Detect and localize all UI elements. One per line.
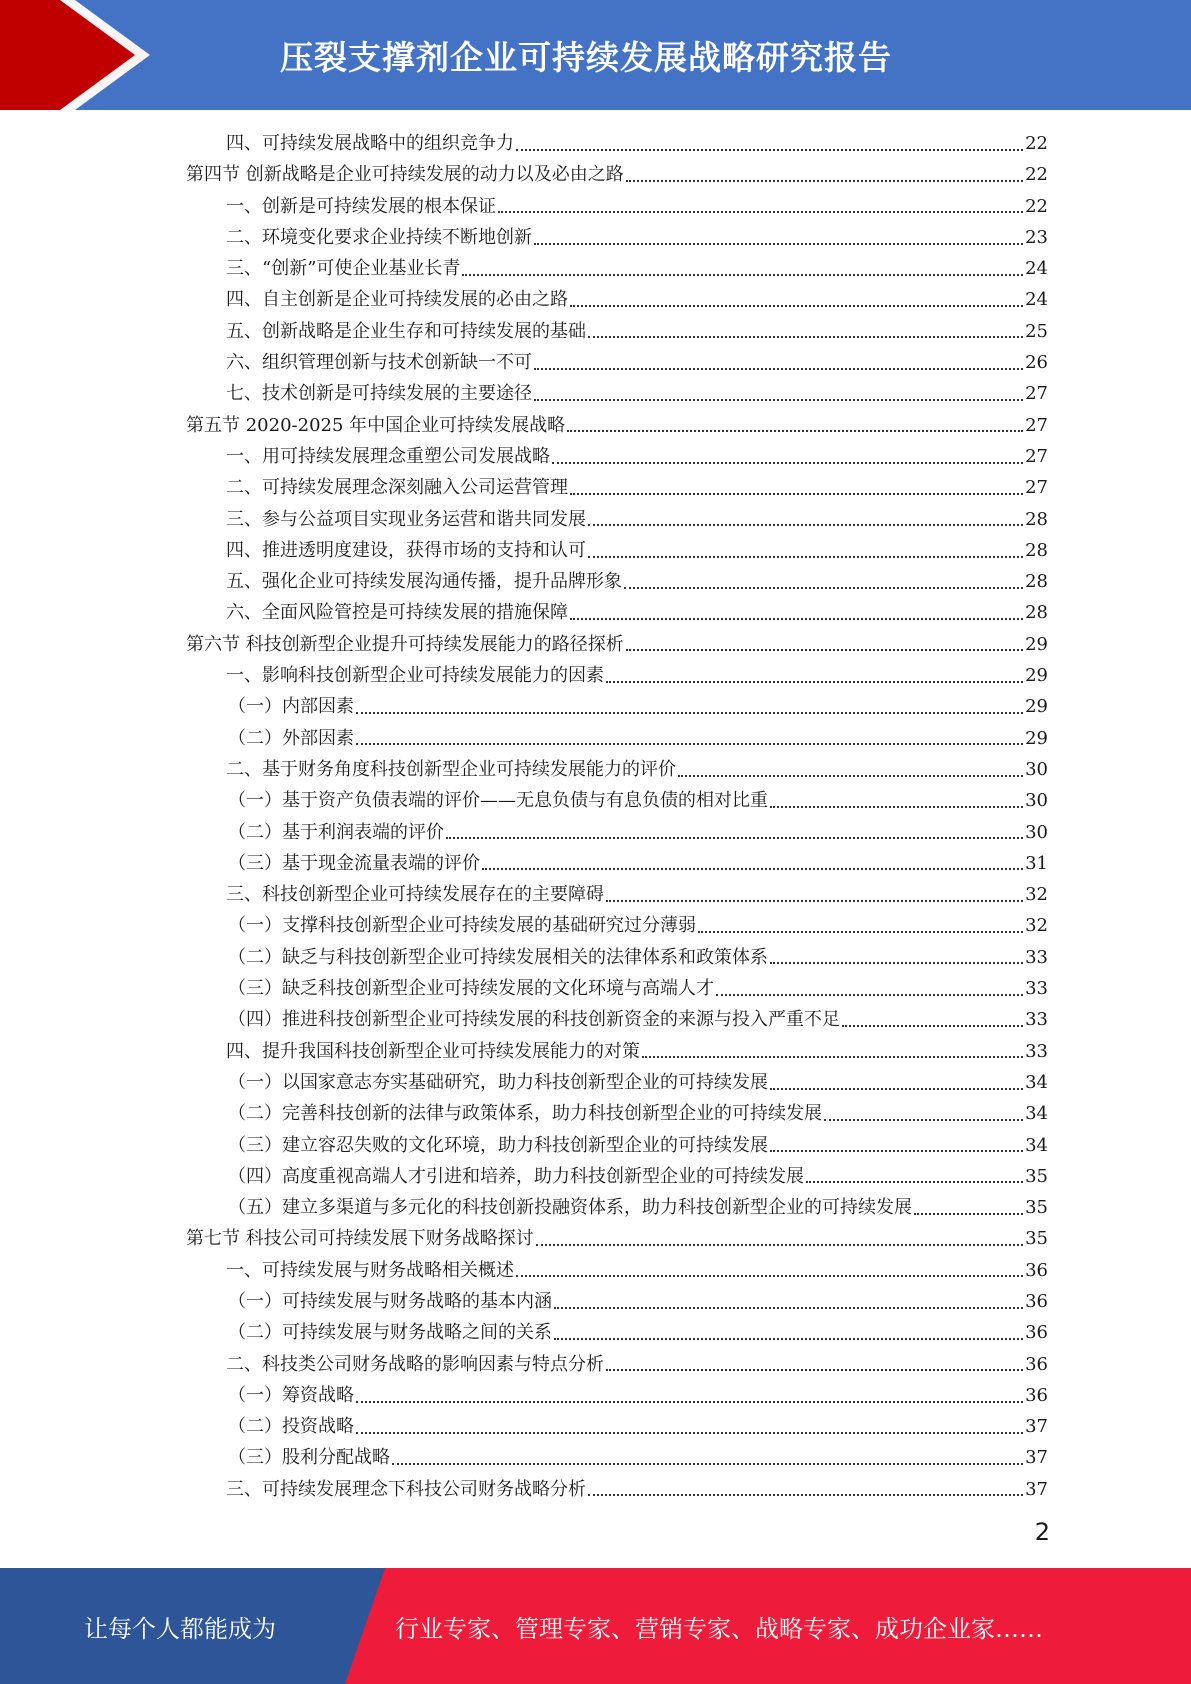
- toc-entry-page: 24: [1025, 258, 1048, 280]
- toc-entry-title: （一）可持续发展与财务战略的基本内涵: [228, 1290, 552, 1312]
- toc-entry[interactable]: [186, 504, 1048, 535]
- page-header: [0, 0, 1191, 110]
- toc-entry-page: 34: [1025, 1071, 1048, 1093]
- toc-entry-page: 36: [1025, 1290, 1048, 1312]
- footer-slogan-left: 让每个人都能成为: [84, 1614, 276, 1643]
- toc-dot-leader: [554, 1307, 1023, 1309]
- toc-entry-title: （三）建立容忍失败的文化环境，助力科技创新型企业的可持续发展: [228, 1134, 768, 1156]
- toc-entry-title: （二）完善科技创新的法律与政策体系，助力科技创新型企业的可持续发展: [228, 1103, 822, 1125]
- toc-entry-title: 第五节 2020-2025 年中国企业可持续发展战略: [186, 414, 566, 436]
- toc-entry-page: 29: [1025, 665, 1048, 687]
- toc-entry-title: （三）缺乏科技创新型企业可持续发展的文化环境与高端人才: [228, 978, 714, 1000]
- toc-entry[interactable]: [186, 347, 1048, 378]
- toc-entry-page: 36: [1025, 1384, 1048, 1406]
- toc-entry-title: 六、全面风险管控是可持续发展的措施保障: [226, 602, 568, 624]
- toc-dot-leader: [534, 243, 1023, 245]
- toc-dot-leader: [516, 149, 1023, 151]
- toc-entry-title: 四、提升我国科技创新型企业可持续发展能力的对策: [226, 1040, 640, 1062]
- toc-entry[interactable]: [186, 159, 1048, 190]
- toc-entry[interactable]: [186, 1004, 1048, 1035]
- toc-entry-page: 33: [1025, 1009, 1048, 1031]
- toc-entry-title: （一）内部因素: [228, 696, 354, 718]
- toc-entry-title: （二）投资战略: [228, 1416, 354, 1438]
- toc-entry[interactable]: [186, 316, 1048, 347]
- toc-dot-leader: [498, 211, 1023, 213]
- toc-entry-title: （二）外部因素: [228, 727, 354, 749]
- toc-entry-title: 三、可持续发展理念下科技公司财务战略分析: [226, 1478, 586, 1500]
- toc-entry-title: 第七节 科技公司可持续发展下财务战略探讨: [186, 1228, 534, 1250]
- toc-entry-title: 二、环境变化要求企业持续不断地创新: [226, 226, 532, 248]
- toc-entry-title: 三、科技创新型企业可持续发展存在的主要障碍: [226, 884, 604, 906]
- toc-dot-leader: [356, 712, 1023, 714]
- toc-entry[interactable]: [186, 1036, 1048, 1067]
- toc-entry-page: 36: [1025, 1259, 1048, 1281]
- toc-entry-title: （四）推进科技创新型企业可持续发展的科技创新资金的来源与投入严重不足: [228, 1009, 840, 1031]
- toc-dot-leader: [356, 1432, 1023, 1434]
- toc-entry-title: 七、技术创新是可持续发展的主要途径: [226, 383, 532, 405]
- toc-entry-page: 29: [1025, 633, 1048, 655]
- toc-entry-title: 第四节 创新战略是企业可持续发展的动力以及必由之路: [186, 164, 624, 186]
- toc-dot-leader: [588, 524, 1023, 526]
- table-of-contents: [186, 128, 1048, 1505]
- toc-entry[interactable]: [186, 1442, 1048, 1473]
- toc-entry[interactable]: [186, 879, 1048, 910]
- toc-entry-title: 二、基于财务角度科技创新型企业可持续发展能力的评价: [226, 758, 676, 780]
- toc-entry[interactable]: [186, 1286, 1048, 1317]
- toc-entry-title: （一）筹资战略: [228, 1384, 354, 1406]
- toc-entry[interactable]: [186, 754, 1048, 785]
- toc-dot-leader: [806, 1181, 1023, 1183]
- toc-entry-title: 四、可持续发展战略中的组织竞争力: [226, 133, 514, 154]
- toc-entry[interactable]: [186, 472, 1048, 503]
- toc-entry-page: 35: [1025, 1197, 1048, 1219]
- toc-entry-page: 37: [1025, 1447, 1048, 1469]
- toc-entry-page: 27: [1025, 477, 1048, 499]
- toc-entry-page: 24: [1025, 289, 1048, 311]
- toc-entry-title: 六、组织管理创新与技术创新缺一不可: [226, 352, 532, 374]
- page-number: 2: [1034, 1518, 1050, 1546]
- toc-entry[interactable]: [186, 942, 1048, 973]
- toc-entry-title: （一）基于资产负债表端的评价——无息负债与有息负债的相对比重: [228, 790, 768, 812]
- toc-dot-leader: [914, 1213, 1023, 1215]
- toc-entry-page: 30: [1025, 790, 1048, 812]
- toc-dot-leader: [446, 837, 1023, 839]
- toc-dot-leader: [392, 1463, 1023, 1465]
- toc-entry-title: 五、强化企业可持续发展沟通传播，提升品牌形象: [226, 571, 622, 593]
- toc-entry-page: 35: [1025, 1228, 1048, 1250]
- toc-dot-leader: [606, 900, 1023, 902]
- toc-entry-title: 四、推进透明度建设，获得市场的支持和认可: [226, 539, 586, 561]
- toc-entry[interactable]: [186, 817, 1048, 848]
- toc-entry[interactable]: [186, 1474, 1048, 1505]
- toc-dot-leader: [570, 305, 1023, 307]
- toc-entry-page: 26: [1025, 352, 1048, 374]
- toc-entry[interactable]: [186, 910, 1048, 941]
- toc-entry-page: 35: [1025, 1165, 1048, 1187]
- toc-entry-page: 28: [1025, 571, 1048, 593]
- toc-entry-title: 二、科技类公司财务战略的影响因素与特点分析: [226, 1353, 604, 1375]
- toc-dot-leader: [570, 618, 1023, 620]
- toc-entry[interactable]: [186, 441, 1048, 472]
- toc-dot-leader: [698, 931, 1023, 933]
- toc-dot-leader: [536, 1244, 1023, 1246]
- toc-dot-leader: [516, 1275, 1023, 1277]
- toc-dot-leader: [770, 1088, 1023, 1090]
- toc-dot-leader: [588, 336, 1023, 338]
- toc-entry[interactable]: [186, 1130, 1048, 1161]
- toc-entry-title: 第六节 科技创新型企业提升可持续发展能力的路径探析: [186, 633, 624, 655]
- toc-entry-page: 34: [1025, 1134, 1048, 1156]
- toc-entry-title: （三）股利分配战略: [228, 1447, 390, 1469]
- toc-entry-page: 27: [1025, 383, 1048, 405]
- toc-entry-page: 27: [1025, 414, 1048, 436]
- toc-entry[interactable]: [186, 1411, 1048, 1442]
- toc-entry-page: 28: [1025, 508, 1048, 530]
- toc-dot-leader: [770, 962, 1023, 964]
- toc-entry[interactable]: [186, 1192, 1048, 1223]
- footer-slogan-right: 行业专家、管理专家、营销专家、战略专家、成功企业家……: [395, 1614, 1043, 1643]
- toc-dot-leader: [482, 868, 1023, 870]
- toc-entry-page: 32: [1025, 884, 1048, 906]
- toc-entry-title: （五）建立多渠道与多元化的科技创新投融资体系，助力科技创新型企业的可持续发展: [228, 1197, 912, 1219]
- toc-entry[interactable]: [186, 191, 1048, 222]
- toc-dot-leader: [606, 1369, 1023, 1371]
- toc-entry-page: 23: [1025, 226, 1048, 248]
- toc-dot-leader: [770, 806, 1023, 808]
- toc-entry[interactable]: [186, 973, 1048, 1004]
- toc-dot-leader: [462, 274, 1023, 276]
- toc-entry-title: 一、可持续发展与财务战略相关概述: [226, 1259, 514, 1281]
- toc-entry[interactable]: [186, 535, 1048, 566]
- toc-dot-leader: [534, 399, 1023, 401]
- toc-dot-leader: [588, 1494, 1023, 1496]
- toc-dot-leader: [626, 649, 1023, 651]
- toc-dot-leader: [570, 493, 1023, 495]
- toc-entry[interactable]: [186, 723, 1048, 754]
- toc-entry[interactable]: [186, 660, 1048, 691]
- toc-entry-title: 三、参与公益项目实现业务运营和谐共同发展: [226, 508, 586, 530]
- toc-entry-page: 37: [1025, 1478, 1048, 1500]
- toc-dot-leader: [626, 180, 1023, 182]
- toc-entry-page: 22: [1025, 164, 1048, 186]
- toc-entry[interactable]: [186, 629, 1048, 660]
- toc-entry-page: 31: [1025, 852, 1048, 874]
- toc-entry-page: 36: [1025, 1322, 1048, 1344]
- toc-entry[interactable]: [186, 1223, 1048, 1254]
- toc-dot-leader: [770, 1150, 1023, 1152]
- toc-entry-title: （二）基于利润表端的评价: [228, 821, 444, 843]
- toc-entry-page: 36: [1025, 1353, 1048, 1375]
- toc-dot-leader: [624, 587, 1023, 589]
- toc-entry-page: 29: [1025, 727, 1048, 749]
- toc-dot-leader: [716, 994, 1023, 996]
- toc-entry-page: 33: [1025, 1040, 1048, 1062]
- toc-entry[interactable]: [186, 566, 1048, 597]
- toc-entry-title: （二）缺乏与科技创新型企业可持续发展相关的法律体系和政策体系: [228, 946, 768, 968]
- toc-entry-title: （一）支撑科技创新型企业可持续发展的基础研究过分薄弱: [228, 915, 696, 937]
- toc-entry-title: 二、可持续发展理念深刻融入公司运营管理: [226, 477, 568, 499]
- toc-dot-leader: [588, 556, 1023, 558]
- toc-entry[interactable]: [186, 222, 1048, 253]
- toc-entry-page: 33: [1025, 978, 1048, 1000]
- toc-entry-title: （一）以国家意志夯实基础研究，助力科技创新型企业的可持续发展: [228, 1071, 768, 1093]
- page-footer: [0, 1568, 1191, 1684]
- toc-entry-page: 34: [1025, 1103, 1048, 1125]
- toc-entry-page: 22: [1025, 133, 1048, 154]
- toc-entry-title: （三）基于现金流量表端的评价: [228, 852, 480, 874]
- toc-entry-title: 一、创新是可持续发展的根本保证: [226, 195, 496, 217]
- toc-entry-page: 33: [1025, 946, 1048, 968]
- toc-entry[interactable]: [186, 1067, 1048, 1098]
- toc-dot-leader: [552, 462, 1023, 464]
- toc-entry[interactable]: [186, 1161, 1048, 1192]
- toc-entry[interactable]: [186, 691, 1048, 722]
- toc-dot-leader: [678, 775, 1023, 777]
- toc-entry[interactable]: [186, 1380, 1048, 1411]
- toc-entry[interactable]: [186, 378, 1048, 409]
- toc-entry[interactable]: [186, 284, 1048, 315]
- report-title: 压裂支撑剂企业可持续发展战略研究报告: [280, 37, 892, 77]
- toc-dot-leader: [356, 743, 1023, 745]
- header-arrow-icon: [0, 0, 150, 110]
- toc-dot-leader: [842, 1025, 1023, 1027]
- toc-entry-page: 30: [1025, 758, 1048, 780]
- toc-dot-leader: [642, 1056, 1023, 1058]
- toc-entry[interactable]: [186, 1349, 1048, 1380]
- toc-entry-page: 28: [1025, 539, 1048, 561]
- toc-entry[interactable]: [186, 785, 1048, 816]
- toc-entry[interactable]: [186, 848, 1048, 879]
- toc-dot-leader: [606, 681, 1023, 683]
- toc-entry-page: 29: [1025, 696, 1048, 718]
- toc-entry[interactable]: [186, 1098, 1048, 1129]
- toc-dot-leader: [356, 1401, 1023, 1403]
- toc-entry[interactable]: [186, 1317, 1048, 1348]
- toc-dot-leader: [824, 1119, 1023, 1121]
- toc-entry[interactable]: [186, 410, 1048, 441]
- toc-entry-title: 四、自主创新是企业可持续发展的必由之路: [226, 289, 568, 311]
- toc-dot-leader: [554, 1338, 1023, 1340]
- toc-entry-page: 28: [1025, 602, 1048, 624]
- toc-entry-title: 三、“创新”可使企业基业长青: [226, 258, 461, 280]
- toc-entry-title: （四）高度重视高端人才引进和培养，助力科技创新型企业的可持续发展: [228, 1165, 804, 1187]
- toc-entry[interactable]: [186, 128, 1048, 159]
- toc-entry-page: 30: [1025, 821, 1048, 843]
- toc-entry[interactable]: [186, 1255, 1048, 1286]
- toc-entry-page: 22: [1025, 195, 1048, 217]
- toc-entry[interactable]: [186, 597, 1048, 628]
- toc-dot-leader: [567, 430, 1023, 432]
- toc-entry-title: 一、用可持续发展理念重塑公司发展战略: [226, 445, 550, 467]
- toc-entry-page: 25: [1025, 320, 1048, 342]
- toc-entry-title: 五、创新战略是企业生存和可持续发展的基础: [226, 320, 586, 342]
- toc-entry-title: （二）可持续发展与财务战略之间的关系: [228, 1322, 552, 1344]
- toc-entry-page: 32: [1025, 915, 1048, 937]
- toc-entry-page: 37: [1025, 1416, 1048, 1438]
- toc-entry[interactable]: [186, 253, 1048, 284]
- toc-dot-leader: [534, 368, 1023, 370]
- toc-entry-page: 27: [1025, 445, 1048, 467]
- toc-entry-title: 一、影响科技创新型企业可持续发展能力的因素: [226, 665, 604, 687]
